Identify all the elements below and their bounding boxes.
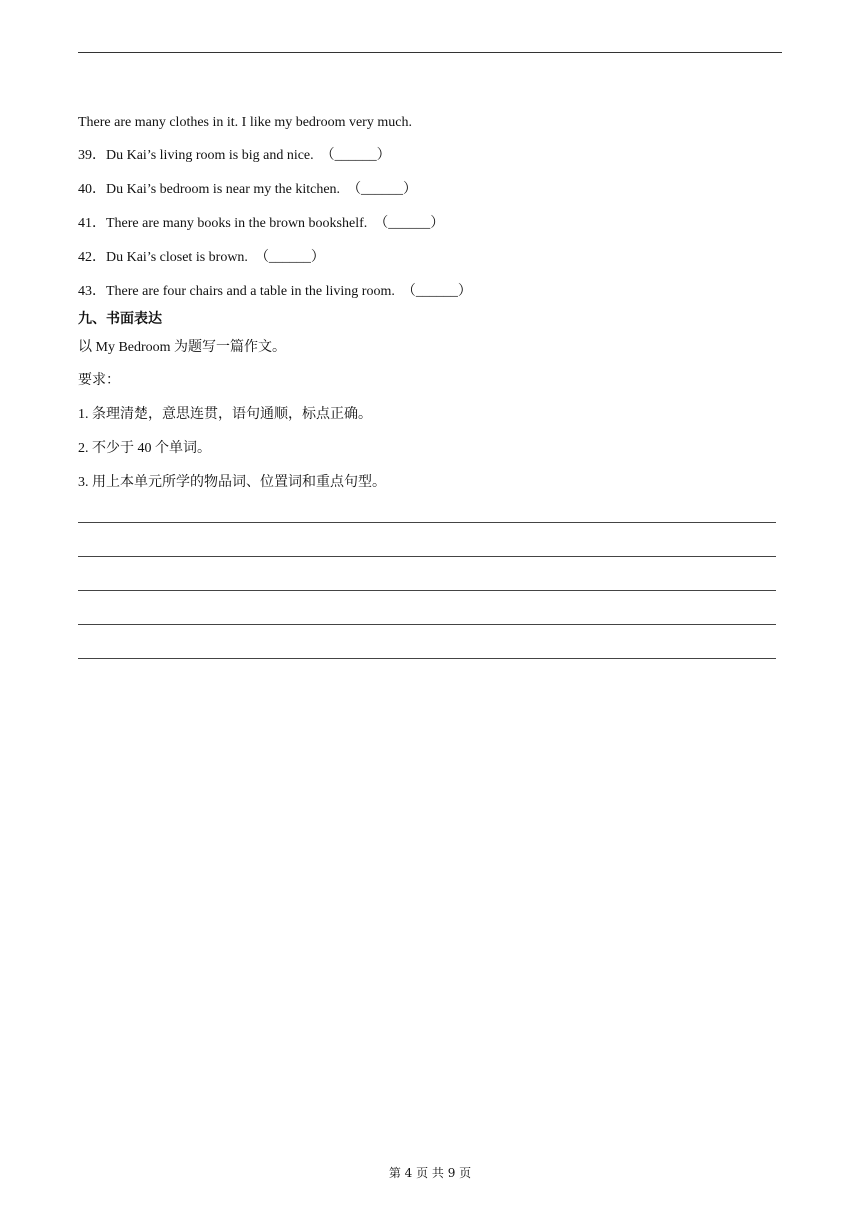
question-text: Du Kai’s bedroom is near my the kitchen. [106,182,341,197]
question-number: 39 [78,148,92,163]
question-text: Du Kai’s living room is big and nice. [106,148,314,163]
question-number: 41 [78,216,92,231]
answer-blank[interactable]: （______） [254,250,325,265]
writing-line[interactable] [78,556,776,557]
question-42: 42．Du Kai’s closet is brown. （______） [78,250,325,265]
question-text: Du Kai’s closet is brown. [106,250,248,265]
writing-prompt: 以 My Bedroom 为题写一篇作文。 [78,340,287,355]
requirement-item: 2. 不少于 40 个单词。 [78,441,211,456]
requirement-item: 1. 条理清楚，意思连贯，语句通顺，标点正确。 [78,407,372,422]
writing-line[interactable] [78,522,776,523]
question-number: 43 [78,284,92,299]
requirements-label: 要求： [78,373,120,388]
answer-blank[interactable]: （______） [401,284,472,299]
question-40: 40．Du Kai’s bedroom is near my the kitchen. （______） [78,182,418,197]
question-number: 40 [78,182,92,197]
answer-blank[interactable]: （______） [347,182,418,197]
writing-line[interactable] [78,658,776,659]
question-text: There are four chairs and a table in the living room. [106,284,395,299]
answer-blank[interactable]: （______） [320,148,391,163]
question-text: There are many books in the brown bookshelf. [106,216,368,231]
writing-line[interactable] [78,590,776,591]
question-39: 39．Du Kai’s living room is big and nice. （______） [78,148,391,163]
answer-blank[interactable]: （______） [374,216,445,231]
passage-tail: There are many clothes in it. I like my bedroom very much. [78,115,412,130]
question-41: 41．There are many books in the brown bookshelf. （______） [78,216,445,231]
writing-line[interactable] [78,624,776,625]
question-43: 43．There are four chairs and a table in the living room. （______） [78,284,472,299]
section-heading: 九、书面表达 [78,311,162,327]
question-number: 42 [78,250,92,265]
page-footer: 第 4 页 共 9 页 [388,1166,472,1180]
requirement-item: 3. 用上本单元所学的物品词、位置词和重点句型。 [78,475,386,490]
header-rule [78,52,782,53]
